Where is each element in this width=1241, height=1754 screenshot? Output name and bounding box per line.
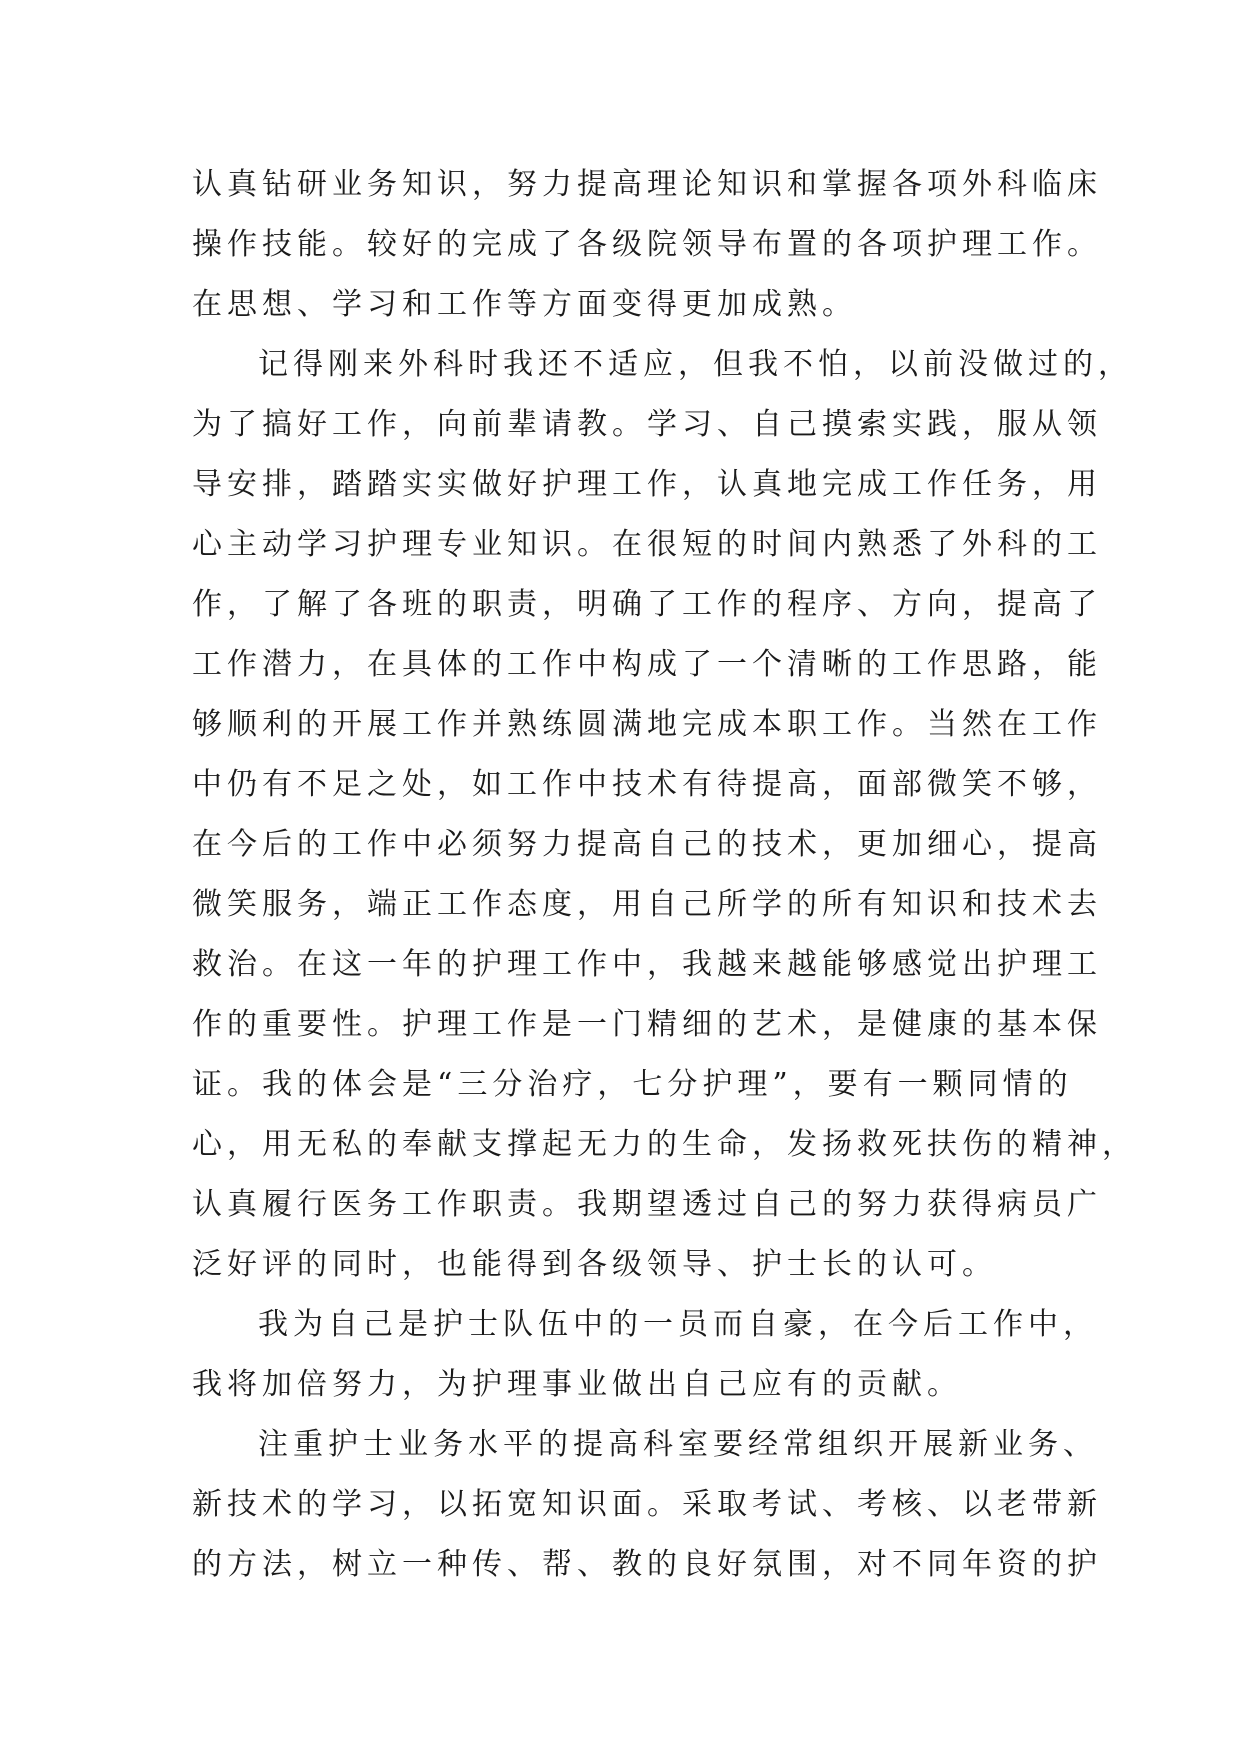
text-line: 导安排，踏踏实实做好护理工作，认真地完成工作任务，用: [192, 467, 1102, 502]
text-line: 在思想、学习和工作等方面变得更加成熟。: [192, 287, 857, 322]
document-body: [192, 155, 1137, 1595]
text-line: 我为自己是护士队伍中的一员而自豪，在今后工作中，: [258, 1307, 1098, 1342]
text-line: 泛好评的同时，也能得到各级领导、护士长的认可。: [192, 1247, 997, 1282]
text-line: 新技术的学习，以拓宽知识面。采取考试、考核、以老带新: [192, 1487, 1102, 1522]
text-line: 心，用无私的奉献支撑起无力的生命，发扬救死扶伤的精神，: [192, 1127, 1137, 1162]
text-line: 认真履行医务工作职责。我期望透过自己的努力获得病员广: [192, 1187, 1102, 1222]
text-line: 认真钻研业务知识，努力提高理论知识和掌握各项外科临床: [192, 167, 1102, 202]
text-line: 工作潜力，在具体的工作中构成了一个清晰的工作思路，能: [192, 647, 1102, 682]
text-line: 操作技能。较好的完成了各级院领导布置的各项护理工作。: [192, 227, 1102, 262]
text-line: 记得刚来外科时我还不适应，但我不怕，以前没做过的，: [258, 347, 1133, 382]
text-line: 我将加倍努力，为护理事业做出自己应有的贡献。: [192, 1367, 962, 1402]
text-line: 为了搞好工作，向前辈请教。学习、自己摸索实践，服从领: [192, 407, 1102, 442]
text-line: 够顺利的开展工作并熟练圆满地完成本职工作。当然在工作: [192, 707, 1102, 742]
text-line: 证。我的体会是“三分治疗，七分护理”，要有一颗同情的: [192, 1067, 1073, 1102]
text-line: 在今后的工作中必须努力提高自己的技术，更加细心，提高: [192, 827, 1102, 862]
text-line: 的方法，树立一种传、帮、教的良好氛围，对不同年资的护: [192, 1547, 1102, 1582]
text-line: 作的重要性。护理工作是一门精细的艺术，是健康的基本保: [192, 1007, 1102, 1042]
text-line: 微笑服务，端正工作态度，用自己所学的所有知识和技术去: [192, 887, 1102, 922]
text-line: 作，了解了各班的职责，明确了工作的程序、方向，提高了: [192, 587, 1102, 622]
text-line: 心主动学习护理专业知识。在很短的时间内熟悉了外科的工: [192, 527, 1102, 562]
text-line: 救治。在这一年的护理工作中，我越来越能够感觉出护理工: [192, 947, 1102, 982]
text-line: 中仍有不足之处，如工作中技术有待提高，面部微笑不够，: [192, 767, 1102, 802]
text-line: 注重护士业务水平的提高科室要经常组织开展新业务、: [258, 1427, 1098, 1462]
